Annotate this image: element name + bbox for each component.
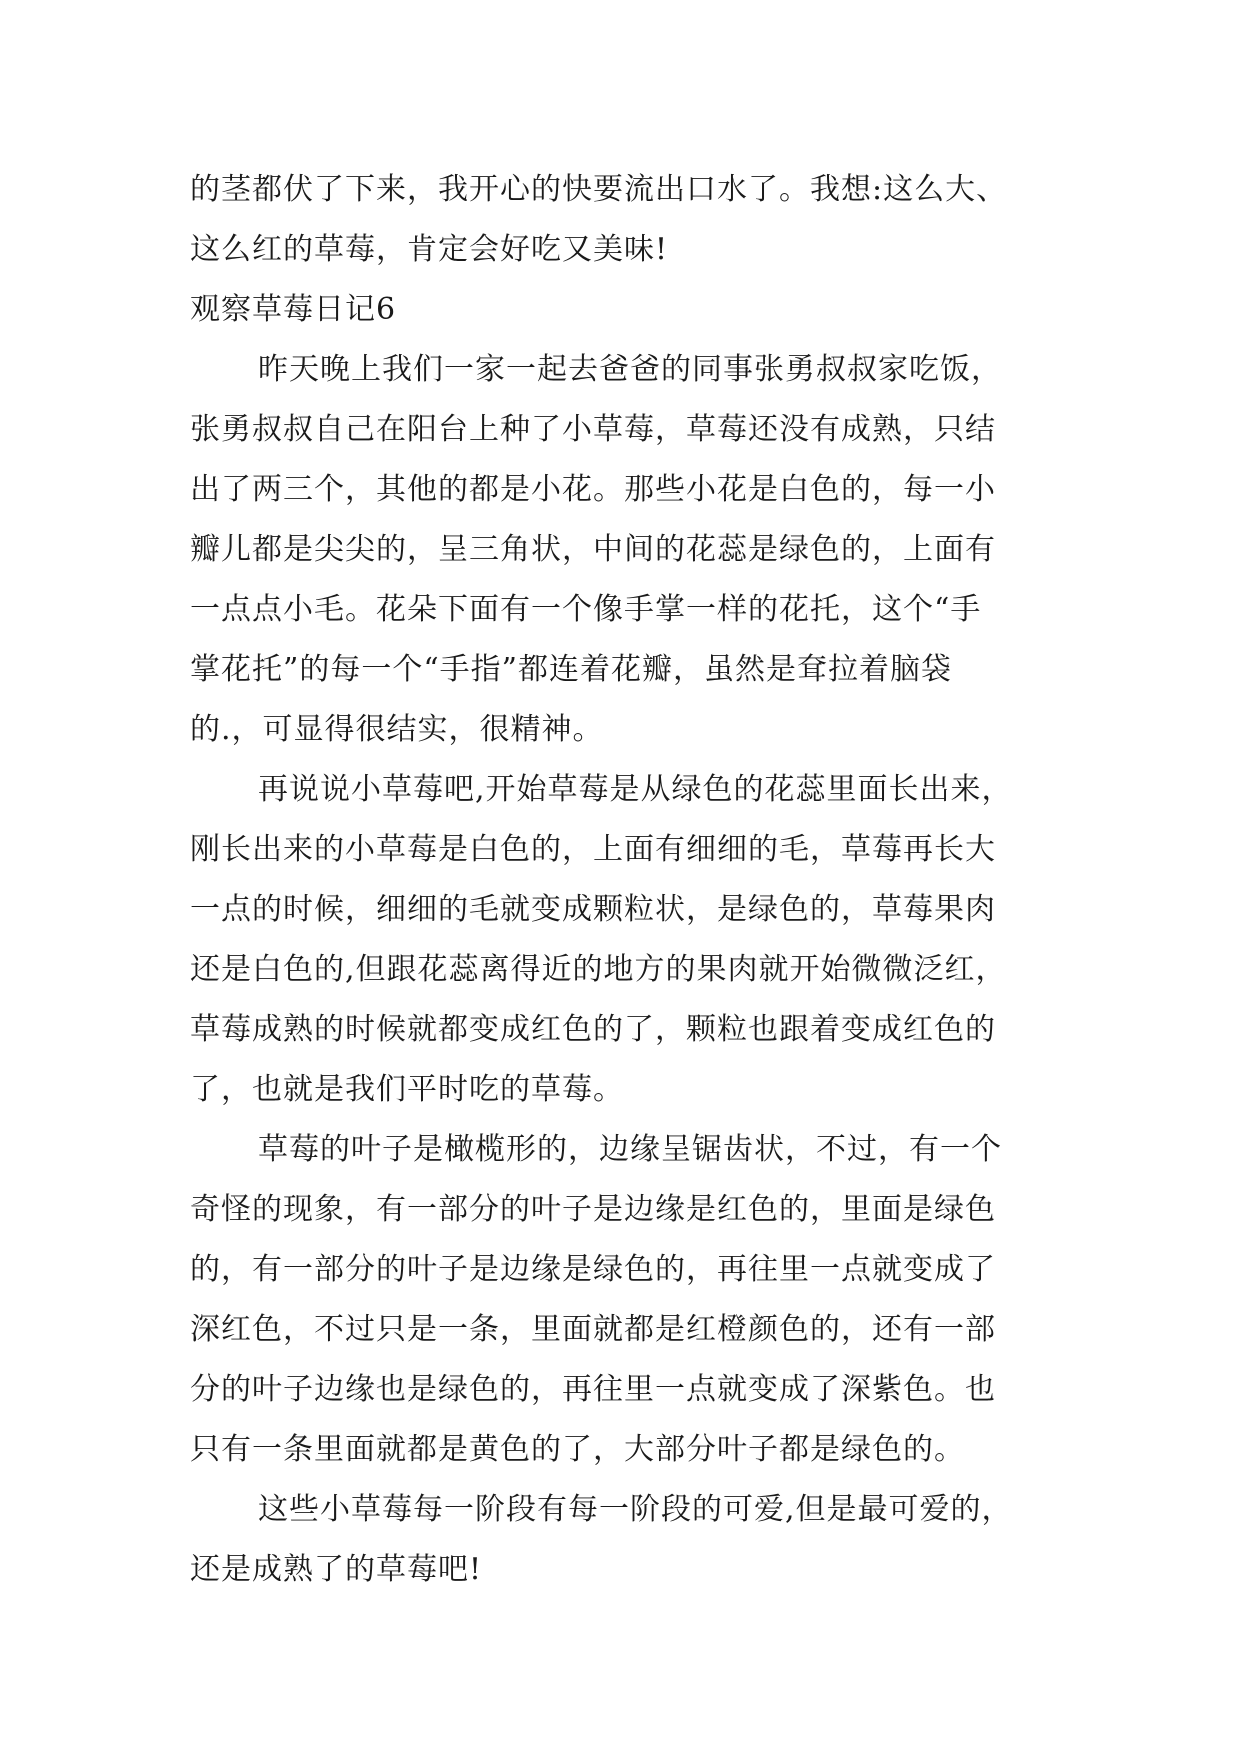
paragraph-1-line-4: 瓣儿都是尖尖的，呈三角状，中间的花蕊是绿色的，上面有	[190, 532, 996, 567]
paragraph-3-line-4: 深红色，不过只是一条，里面就都是红橙颜色的，还有一部	[190, 1312, 996, 1347]
paragraph-3-line-1: 草莓的叶子是橄榄形的，边缘呈锯齿状，不过，有一个	[258, 1132, 1002, 1167]
paragraph-1-line-2: 张勇叔叔自己在阳台上种了小草莓，草莓还没有成熟，只结	[190, 412, 996, 447]
body-line-2: 这么红的草莓，肯定会好吃又美味!	[190, 232, 669, 267]
paragraph-2-line-1: 再说说小草莓吧,开始草莓是从绿色的花蕊里面长出来，	[258, 772, 1013, 807]
paragraph-2-line-5: 草莓成熟的时候就都变成红色的了，颗粒也跟着变成红色的	[190, 1012, 996, 1047]
paragraph-4-line-2: 还是成熟了的草莓吧!	[190, 1552, 483, 1587]
paragraph-1-line-6: 掌花托”的每一个“手指”都连着花瓣，虽然是耷拉着脑袋	[190, 652, 953, 687]
paragraph-2-line-3: 一点的时候，细细的毛就变成颗粒状，是绿色的，草莓果肉	[190, 892, 996, 927]
body-line-1: 的茎都伏了下来，我开心的快要流出口水了。我想:这么大、	[190, 172, 1008, 207]
document-body	[190, 160, 1050, 1600]
paragraph-3-line-5: 分的叶子边缘也是绿色的，再往里一点就变成了深紫色。也	[190, 1372, 996, 1407]
paragraph-4-line-1: 这些小草莓每一阶段有每一阶段的可爱,但是最可爱的，	[258, 1492, 1013, 1527]
paragraph-1-line-1: 昨天晚上我们一家一起去爸爸的同事张勇叔叔家吃饭，	[258, 352, 1002, 387]
paragraph-2-line-4: 还是白色的,但跟花蕊离得近的地方的果肉就开始微微泛红，	[190, 952, 1007, 987]
paragraph-3-line-6: 只有一条里面就都是黄色的了，大部分叶子都是绿色的。	[190, 1432, 965, 1467]
paragraph-1-line-5: 一点点小毛。花朵下面有一个像手掌一样的花托，这个“手	[190, 592, 982, 627]
paragraph-3-line-3: 的，有一部分的叶子是边缘是绿色的，再往里一点就变成了	[190, 1252, 996, 1287]
paragraph-3-line-2: 奇怪的现象，有一部分的叶子是边缘是红色的，里面是绿色	[190, 1192, 996, 1227]
section-heading: 观察草莓日记6	[190, 292, 397, 327]
paragraph-2-line-2: 刚长出来的小草莓是白色的，上面有细细的毛，草莓再长大	[190, 832, 996, 867]
paragraph-1-line-7: 的.，可显得很结实，很精神。	[190, 712, 604, 747]
paragraph-2-line-6: 了，也就是我们平时吃的草莓。	[190, 1072, 624, 1107]
paragraph-1-line-3: 出了两三个，其他的都是小花。那些小花是白色的，每一小	[190, 472, 996, 507]
